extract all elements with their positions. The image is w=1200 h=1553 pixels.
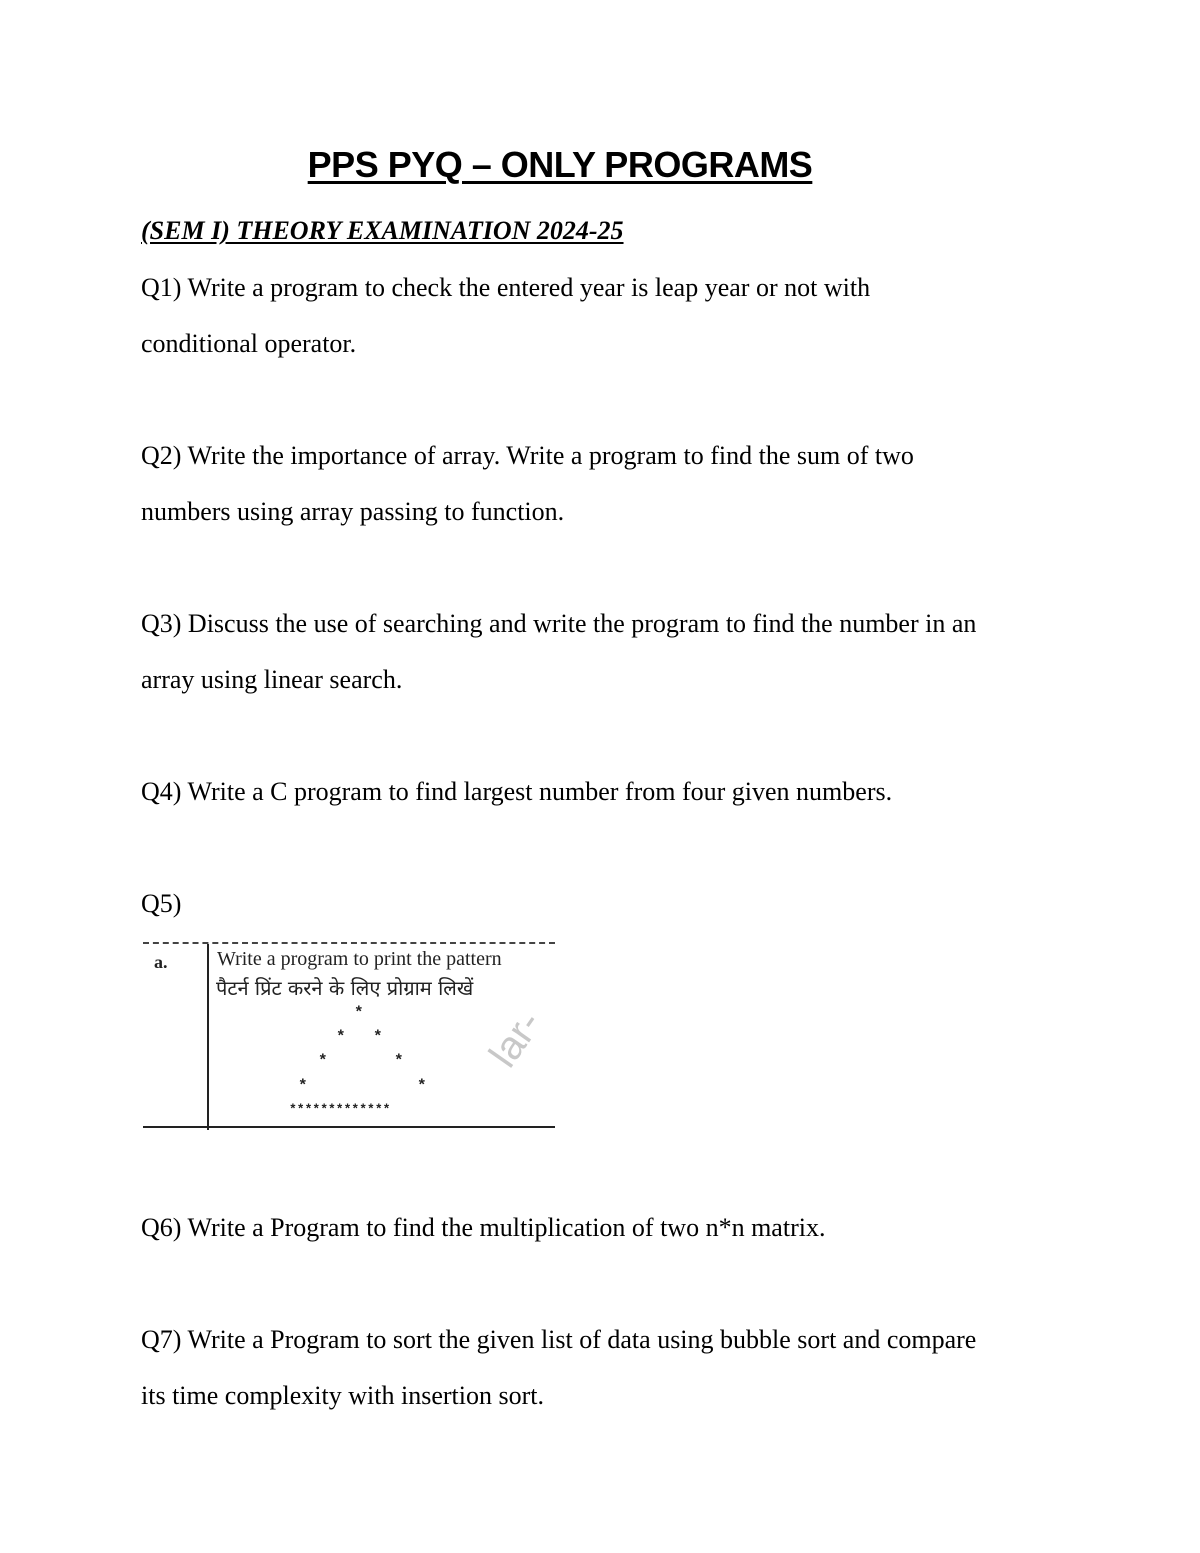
question-3: Q3) Discuss the use of searching and write the program to find the number in an array using linear search. xyxy=(141,609,977,694)
pattern-star: * xyxy=(373,1028,383,1046)
question-4: Q4) Write a C program to find largest number from four given numbers. xyxy=(141,777,893,806)
exam-subtitle: (SEM I) THEORY EXAMINATION 2024-25 xyxy=(141,216,624,245)
snippet-top-border xyxy=(143,942,555,944)
pattern-star: * xyxy=(336,1028,346,1046)
pattern-instruction-english: Write a program to print the pattern xyxy=(217,948,502,970)
pattern-base-row: ************* xyxy=(289,1102,391,1117)
pattern-star: * xyxy=(417,1077,427,1095)
pattern-question-image xyxy=(143,940,555,1132)
question-6: Q6) Write a Program to find the multiplication of two n*n matrix. xyxy=(141,1213,826,1242)
document-title: PPS PYQ – ONLY PROGRAMS xyxy=(307,144,813,185)
snippet-bottom-border xyxy=(143,1126,555,1128)
question-5: Q5) xyxy=(141,889,182,918)
subquestion-label: a. xyxy=(154,952,168,972)
question-2: Q2) Write the importance of array. Write a program to find the sum of two numbers using array passing to function. xyxy=(141,441,914,526)
pattern-star: * xyxy=(318,1052,328,1070)
pattern-star: * xyxy=(298,1077,308,1095)
pattern-star: * xyxy=(394,1052,404,1070)
pattern-instruction-hindi: पैटर्न प्रिंट करने के लिए प्रोग्राम लिखें xyxy=(216,976,474,1000)
question-1: Q1) Write a program to check the entered year is leap year or not with conditional operator. xyxy=(141,273,871,358)
pattern-star: * xyxy=(354,1004,364,1022)
snippet-column-divider xyxy=(207,944,209,1130)
watermark: lar- xyxy=(481,1002,551,1076)
question-7: Q7) Write a Program to sort the given list of data using bubble sort and compare its time complexity with insertion sort. xyxy=(141,1325,977,1410)
